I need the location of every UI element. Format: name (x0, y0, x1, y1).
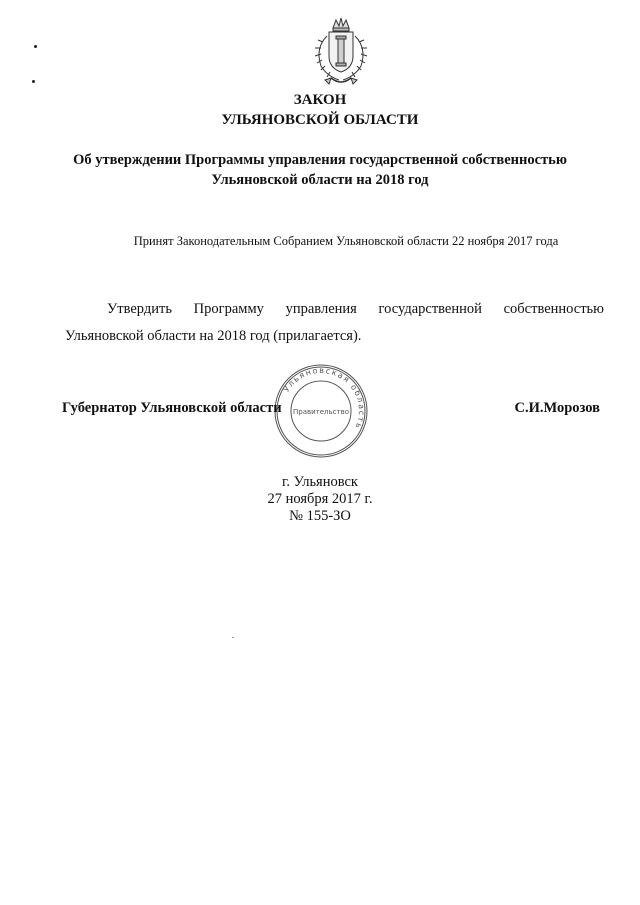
document-type: ЗАКОН (293, 92, 347, 108)
document-region: УЛЬЯНОВСКОЙ ОБЛАСТИ (221, 112, 419, 128)
adoption-statement: Принят Законодательным Собранием Ульяновской области 22 ноября 2017 года (133, 234, 559, 248)
law-title-line-2: Ульяновской области на 2018 год (211, 172, 429, 188)
seal-outer-text: Ульяновская область (281, 365, 367, 432)
scan-speck (232, 637, 234, 638)
body-line-2: Ульяновской области на 2018 год (прилагается). (65, 328, 362, 344)
law-title-line-1: Об утверждении Программы управления государственной собственностью (73, 152, 567, 168)
issue-date: 27 ноября 2017 г. (267, 491, 373, 507)
law-number: № 155-ЗО (289, 508, 351, 524)
official-seal-icon (272, 362, 370, 460)
signature-position: Губернатор Ульяновской области (62, 400, 282, 416)
seal-inner-text: Правительство (293, 408, 349, 416)
scan-dot (32, 80, 35, 83)
coat-of-arms-icon (303, 14, 379, 92)
signature-name: С.И.Морозов (514, 400, 600, 416)
scan-dot (34, 45, 37, 48)
issue-city: г. Ульяновск (282, 474, 358, 490)
body-line-1: Утвердить Программу управления государственной собственностью (107, 301, 604, 317)
